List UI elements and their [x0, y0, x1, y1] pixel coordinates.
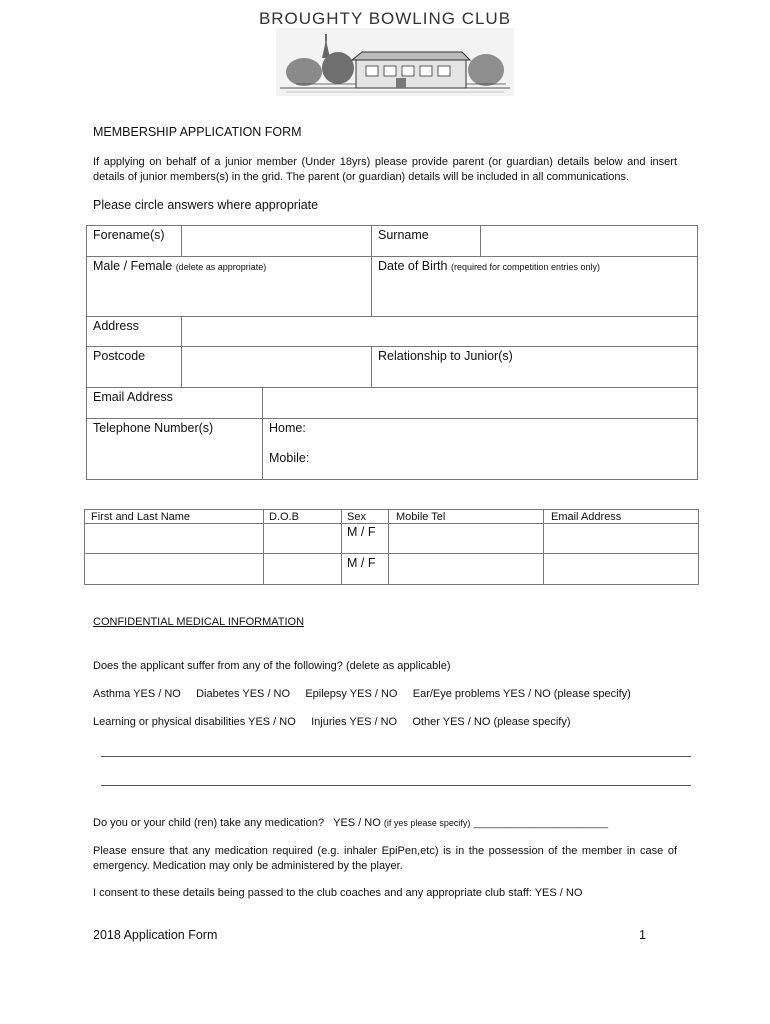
- footer-form-name: 2018 Application Form: [93, 928, 218, 942]
- inhaler-note: Please ensure that any medication required (e.g. inhaler EpiPen,etc) is in the possession of the member in case of emergency. Medication may only be administered by the player.: [93, 845, 677, 872]
- intro-paragraph: If applying on behalf of a junior member (Under 18yrs) please provide parent (or guardian) details below and insert details of junior members(s) in the grid. The parent (or guardian) details will be included in all communications.: [93, 156, 677, 183]
- home-phone-label: Home:: [269, 421, 306, 435]
- circle-note: Please circle answers where appropriate: [93, 198, 319, 212]
- email-field[interactable]: [263, 388, 697, 418]
- junior-row-2-sex: M / F: [347, 556, 376, 570]
- clubhouse-sketch-icon: [276, 28, 514, 96]
- forename-field[interactable]: [182, 226, 371, 256]
- form-title: MEMBERSHIP APPLICATION FORM: [93, 125, 302, 139]
- email-label: Email Address: [93, 390, 173, 404]
- dob-label: Date of Birth (required for competition entries only): [378, 259, 601, 273]
- postcode-label: Postcode: [93, 349, 146, 363]
- junior-row-1-sex: M / F: [347, 525, 376, 539]
- address-label: Address: [93, 319, 139, 333]
- surname-field[interactable]: [481, 226, 697, 256]
- address-field[interactable]: [182, 317, 697, 346]
- telephone-label: Telephone Number(s): [93, 421, 214, 435]
- consent-statement: I consent to these details being passed to the club coaches and any appropriate club staff: YES / NO: [93, 887, 583, 899]
- club-name: BROUGHTY BOWLING CLUB: [258, 9, 512, 28]
- surname-label: Surname: [378, 228, 429, 242]
- forename-label: Forename(s): [93, 228, 165, 242]
- medical-question: Does the applicant suffer from any of the following? (delete as applicable): [93, 660, 451, 672]
- col-header-dob: D.O.B: [269, 511, 299, 523]
- page-number: 1: [639, 928, 646, 942]
- sex-label: Male / Female (delete as appropriate): [93, 259, 267, 273]
- specify-line-1[interactable]: [101, 756, 691, 757]
- col-header-mobile: Mobile Tel: [396, 511, 446, 523]
- medical-heading: CONFIDENTIAL MEDICAL INFORMATION: [93, 616, 305, 628]
- col-header-name: First and Last Name: [91, 511, 191, 523]
- relationship-label: Relationship to Junior(s): [378, 349, 513, 363]
- postcode-field[interactable]: [182, 347, 371, 387]
- medication-question: Do you or your child (ren) take any medication? YES / NO (if yes please specify) ______________________: [93, 817, 609, 829]
- col-header-sex: Sex: [347, 511, 366, 523]
- col-header-email: Email Address: [551, 511, 622, 523]
- medication-specify-blank[interactable]: ______________________: [473, 817, 609, 829]
- medical-conditions-line-2: Learning or physical disabilities YES / NO Injuries YES / NO Other YES / NO (please specify): [93, 716, 571, 728]
- specify-line-2[interactable]: [101, 785, 691, 786]
- medical-conditions-line-1: Asthma YES / NO Diabetes YES / NO Epilepsy YES / NO Ear/Eye problems YES / NO (please specify): [93, 688, 631, 700]
- mobile-phone-label: Mobile:: [269, 451, 310, 465]
